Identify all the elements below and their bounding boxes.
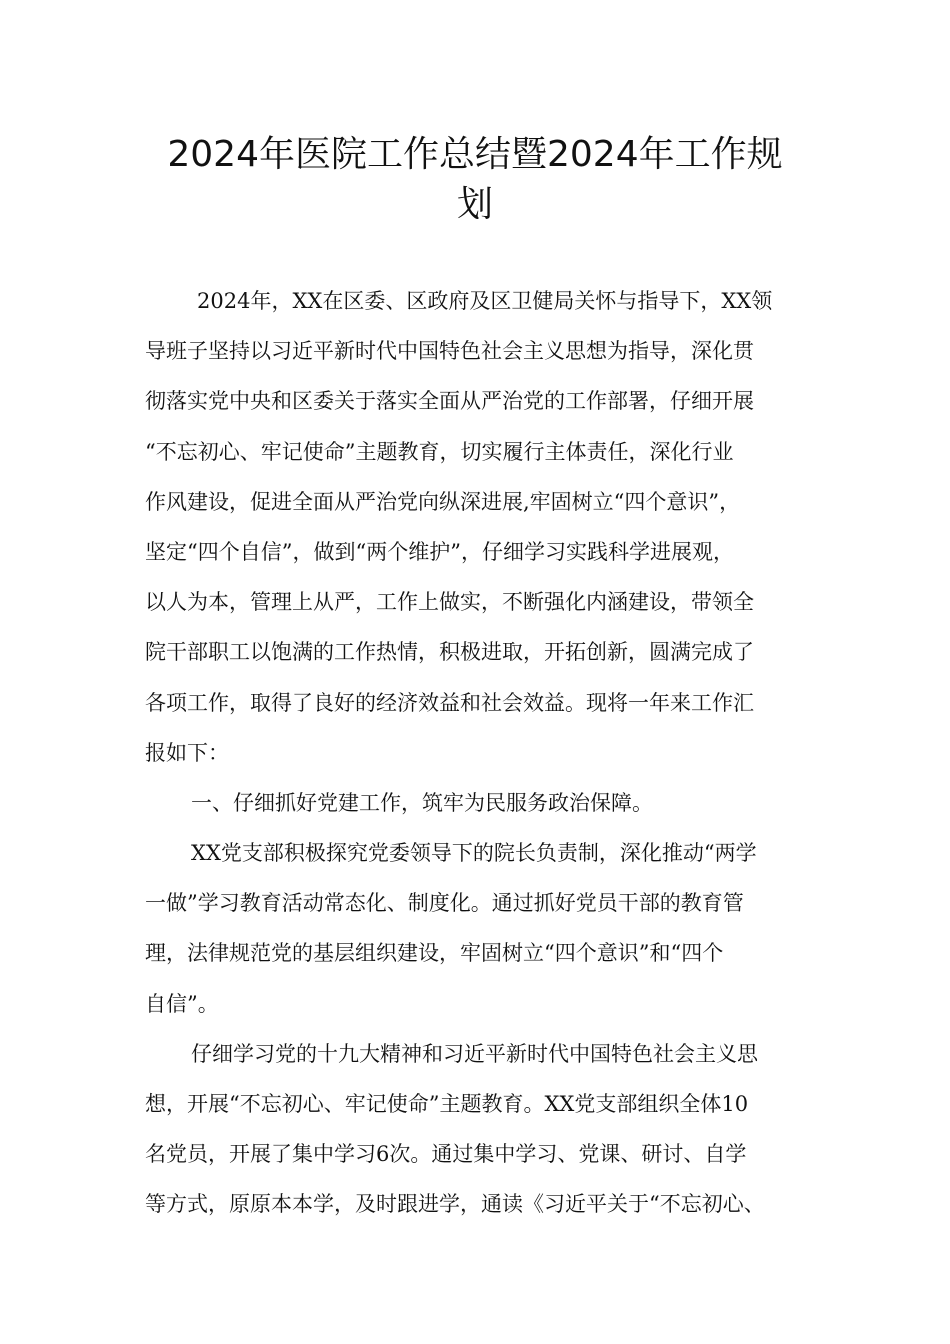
body-text-line: 坚定“四个自信”，做到“两个维护”，仔细学习实践科学进展观，	[145, 539, 734, 564]
title-line-2: 划	[456, 184, 493, 225]
body-text-line: 想，开展“不忘初心、牢记使命”主题教育。XX党支部组织全体10	[145, 1092, 749, 1116]
body-text-line: 报如下：	[145, 740, 229, 765]
body-text-line: 名党员，开展了集中学习6次。通过集中学习、党课、研讨、自学	[145, 1142, 747, 1167]
body-text-line: 自信”。	[145, 991, 219, 1016]
document-body	[145, 282, 825, 1236]
title-line-1: 2024年医院工作总结暨2024年工作规	[167, 134, 783, 175]
body-text-line: 理，法律规范党的基层组织建设，牢固树立“四个意识”和“四个	[145, 941, 724, 966]
body-text-line: 作风建设，促进全面从严治党向纵深进展,牢固树立“四个意识”，	[145, 489, 741, 514]
body-text-line: 仔细学习党的十九大精神和习近平新时代中国特色社会主义思	[191, 1041, 758, 1066]
body-text-line: 彻落实党中央和区委关于落实全面从严治党的工作部署，仔细开展	[145, 389, 754, 414]
body-text-line: 一、仔细抓好党建工作，筑牢为民服务政治保障。	[191, 790, 653, 815]
body-text-line: 2024年，XX在区委、区政府及区卫健局关怀与指导下，XX领	[197, 289, 773, 313]
body-text-line: 一做”学习教育活动常态化、制度化。通过抓好党员干部的教育管	[145, 891, 744, 916]
body-text-line: 导班子坚持以习近平新时代中国特色社会主义思想为指导，深化贯	[145, 339, 754, 364]
body-text-line: 等方式，原原本本学，及时跟进学，通读《习近平关于“不忘初心、	[145, 1192, 765, 1217]
document-title	[120, 130, 830, 230]
body-text-line: 以人为本，管理上从严，工作上做实，不断强化内涵建设，带领全	[145, 590, 754, 615]
body-text-line: “不忘初心、牢记使命”主题教育，切实履行主体责任，深化行业	[145, 439, 734, 464]
body-text-line: XX党支部积极探究党委领导下的院长负责制，深化推动“两学	[191, 841, 757, 866]
body-text-line: 院干部职工以饱满的工作热情，积极进取，开拓创新，圆满完成了	[145, 640, 754, 665]
body-text-line: 各项工作，取得了良好的经济效益和社会效益。现将一年来工作汇	[145, 690, 754, 715]
